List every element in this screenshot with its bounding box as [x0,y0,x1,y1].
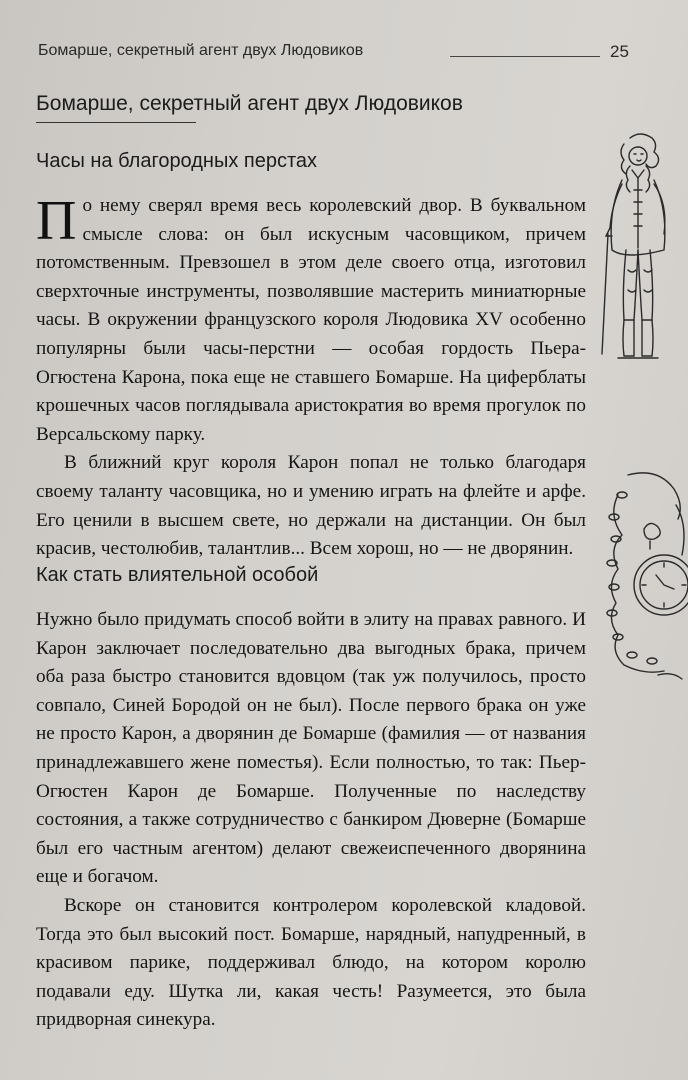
page-number: 25 [610,42,629,61]
chapter-title-rule [36,122,196,123]
pocket-watch-illustration [598,465,688,695]
paragraph-text: о нему сверял время весь королевский двор. В буквальном смысле слова: он был искусным часовщиком, причем потомственным. Превзошел в этом деле своего отца, изготовил сверхточные инструменты, позволявшие мастерить миниатюрные часы. В окружении французского короля Людовика XV особенно популярны были часы-перстни — особая гордость Пьера-Огюстена Карона, пока еще не ставшего Бомарше. На циферблаты крошечных часов поглядывала аристократия во время прогулок по Версальскому парку. [36,195,586,445]
drop-cap: П [36,190,77,252]
running-title: Бомарше, секретный агент двух Людовиков [38,42,364,59]
section-heading-influence: Как стать влиятельной особой [36,564,319,586]
section-body-watches [36,192,586,564]
header-rule [450,56,600,57]
section-body-influence [36,606,586,1035]
paragraph: В ближний круг короля Карон попал не только благодаря своему таланту часовщика, но и умению играть на флейте и арфе. Его ценили в высшем свете, но держали на дистанции. Он был красив, честолюбив, талантлив... Всем хорош, но — не дворянин. [36,452,586,560]
courtier-illustration [600,130,680,380]
paragraph: Вскоре он становится контролером королевской кладовой. Тогда это был высокий пост. Бомарше, нарядный, напудренный, в красивом парике, поддерживал блюдо, на котором королю подавали еду. Шутка ли, какая честь! Разумеется, это была придворная синекура. [36,894,586,1031]
paragraph [36,192,586,449]
paragraph: Нужно было придумать способ войти в элиту на правах равного. И Карон заключает последовательно два выгодных брака, причем оба раза быстро становится вдовцом (так уж получилось, просто совпало, Синей Бородой он не был). После первого брака он уже не просто Карон, а дворянин де Бомарше (фамилия — от названия принадлежавшего жене поместья). Если полностью, то так: Пьер-Огюстен Карон де Бомарше. Полученные по наследству состояния, а также сотрудничество с банкиром Дюверне (Бомарше был его частным агентом) делают свежеиспеченного дворянина еще и богачом. [36,609,586,888]
section-heading-watches: Часы на благородных перстах [36,150,318,172]
chapter-title: Бомарше, секретный агент двух Людовиков [36,92,463,115]
